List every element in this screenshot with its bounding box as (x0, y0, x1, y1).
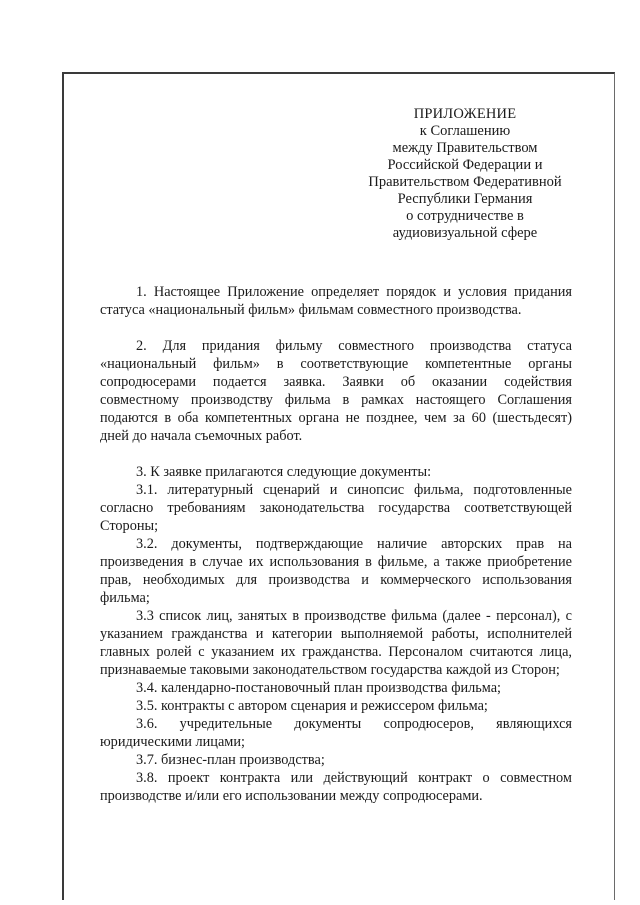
list-item-3-5: 3.5. контракты с автором сценария и режиссером фильма; (136, 698, 488, 714)
appendix-line: к Соглашению (419, 123, 511, 139)
list-item-3-1: 3.1. литературный сценарий и синопсис фильма, подготовленные согласно требованиям законодательства государства соответствующей Стороны; (100, 482, 572, 534)
document-body (100, 283, 572, 805)
appendix-line: о сотрудничестве в (406, 208, 524, 224)
list-item-3-8: 3.8. проект контракта или действующий контракт о совместном производстве и/или его использовании между сопродюсерами. (100, 770, 572, 804)
appendix-line: между Правительством (392, 140, 538, 156)
list-item-3-4: 3.4. календарно-постановочный план производства фильма; (136, 680, 502, 696)
list-item-3-2: 3.2. документы, подтверждающие наличие авторских прав на произведения в случае их использования в фильме, а также приобретение прав, необходимых для производства и коммерческого использования фильма; (100, 536, 572, 606)
appendix-title: ПРИЛОЖЕНИЕ (413, 106, 517, 122)
appendix-header (330, 106, 600, 242)
appendix-line: Республики Германия (397, 191, 533, 207)
list-item-3-6: 3.6. учредительные документы сопродюсеров, являющихся юридическими лицами; (100, 716, 572, 750)
list-item-3-3: 3.3 список лиц, занятых в производстве фильма (далее - персонал), с указанием гражданства и категории выполняемой работы, исполнителей главных ролей с указанием их гражданства. Персоналом считаются лица, признаваемые таковыми законодательством государства каждой из Сторон; (100, 608, 572, 678)
appendix-line: Российской Федерации и (387, 157, 543, 173)
list-item-3-7: 3.7. бизнес-план производства; (136, 752, 325, 768)
paragraph-2: 2. Для придания фильму совместного производства статуса «национальный фильм» в соответствующие компетентные органы сопродюсерами подается заявка. Заявки об оказании содействия совместному производству фильма в рамках настоящего Соглашения подаются в оба компетентных органа не позднее, чем за 60 (шестьдесят) дней до начала съемочных работ. (100, 338, 572, 444)
paragraph-1: 1. Настоящее Приложение определяет порядок и условия придания статуса «национальный фильм» фильмам совместного производства. (100, 284, 572, 318)
paragraph-3: 3. К заявке прилагаются следующие документы: (136, 464, 432, 480)
appendix-line: Правительством Федеративной (368, 174, 562, 190)
appendix-line: аудиовизуальной сфере (392, 225, 538, 241)
